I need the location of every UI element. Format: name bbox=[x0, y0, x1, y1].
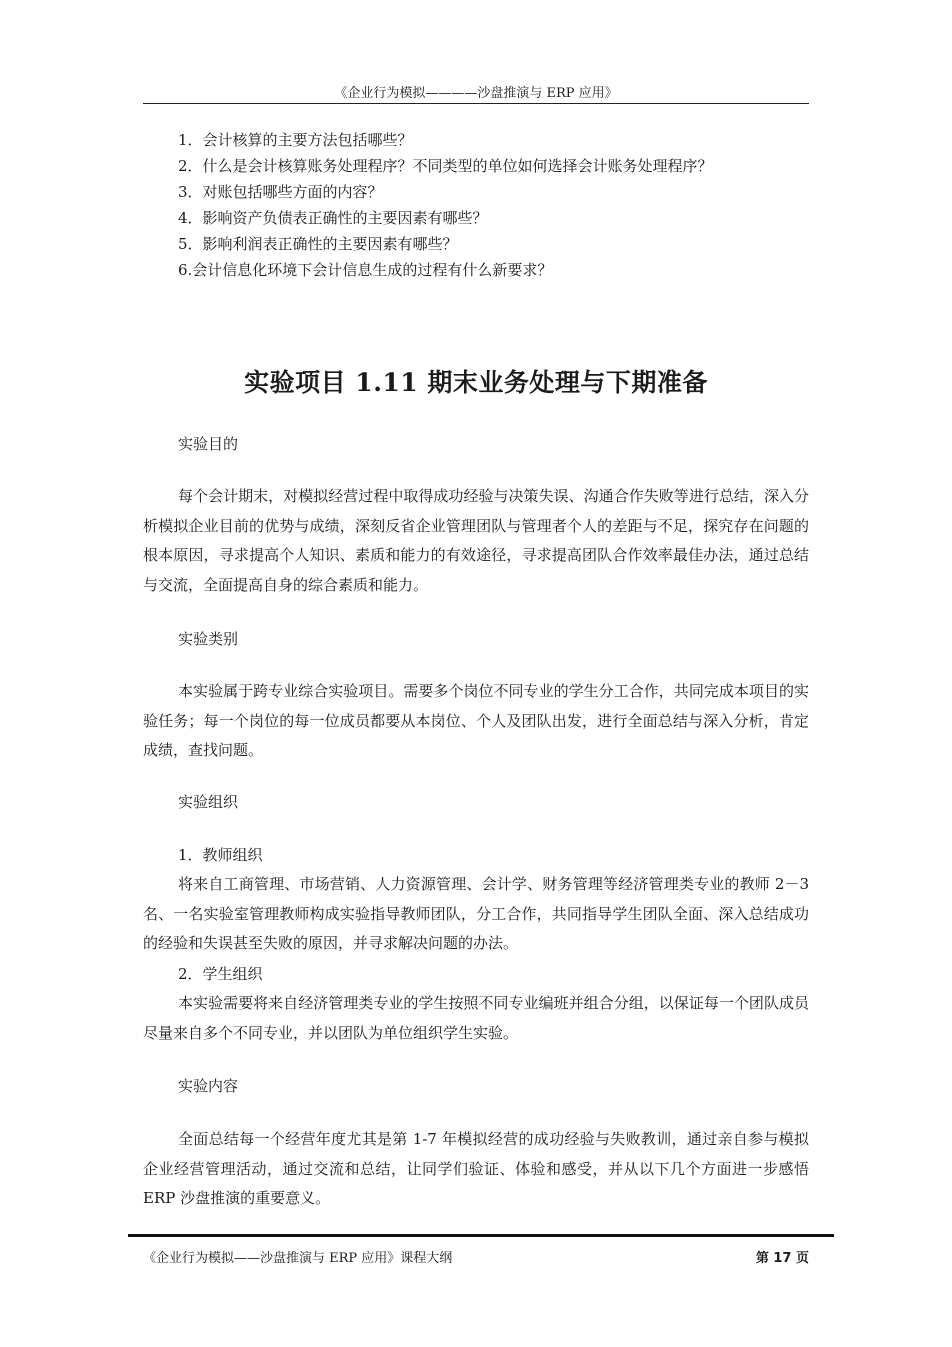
organization-label: 实验组织 bbox=[178, 793, 239, 811]
question-item: 2．什么是会计核算账务处理程序？不同类型的单位如何选择会计账务处理程序？ bbox=[178, 157, 713, 175]
question-item: 1．会计核算的主要方法包括哪些？ bbox=[178, 131, 413, 149]
teacher-org-text: 将来自工商管理、市场营销、人力资源管理、会计学、财务管理等经济管理类专业的教师 2－3 名、一名实验室管理教师构成实验指导教师团队，分工合作，共同指导学生团队全面、深入总结成功的经验和失误甚至失败的原因，并寻求解决问题的办法。 bbox=[143, 875, 809, 952]
student-org-text: 本实验需要将来自经济管理类专业的学生按照不同专业编班并组合分组，以保证每一个团队成员尽量来自多个不同专业，并以团队为单位组织学生实验。 bbox=[143, 994, 809, 1042]
running-header: 《企业行为模拟————沙盘推演与 ERP 应用》 bbox=[334, 86, 618, 101]
question-item: 3．对账包括哪些方面的内容？ bbox=[178, 183, 383, 201]
purpose-text: 每个会计期末，对模拟经营过程中取得成功经验与决策失误、沟通合作失败等进行总结，深入分析模拟企业目前的优势与成绩，深刻反省企业管理团队与管理者个人的差距与不足，探究存在问题的根本原因，寻求提高个人知识、素质和能力的有效途径，寻求提高团队合作效率最佳办法，通过总结与交流，全面提高自身的综合素质和能力。 bbox=[143, 487, 809, 594]
question-item: 6.会计信息化环境下会计信息生成的过程有什么新要求？ bbox=[178, 261, 553, 279]
footer-divider bbox=[128, 1234, 834, 1237]
teacher-org-heading: 1．教师组织 bbox=[178, 846, 263, 864]
footer-course-title: 《企业行为模拟——沙盘推演与 ERP 应用》课程大纲 bbox=[143, 1251, 453, 1266]
content-label: 实验内容 bbox=[178, 1077, 239, 1095]
category-text: 本实验属于跨专业综合实验项目。需要多个岗位不同专业的学生分工合作，共同完成本项目的实验任务；每一个岗位的每一位成员都要从本岗位、个人及团队出发，进行全面总结与深入分析，肯定成绩，查找问题。 bbox=[143, 682, 809, 759]
question-item: 4．影响资产负债表正确性的主要因素有哪些？ bbox=[178, 209, 488, 227]
section-title: 实验项目 1.11 期末业务处理与下期准备 bbox=[244, 368, 708, 397]
content-text: 全面总结每一个经营年度尤其是第 1-7 年模拟经营的成功经验与失败教训，通过亲自参与模拟企业经营管理活动，通过交流和总结，让同学们验证、体验和感受，并从以下几个方面进一步感悟 ERP 沙盘推演的重要意义。 bbox=[143, 1130, 809, 1207]
page-number: 第 17 页 bbox=[755, 1251, 809, 1266]
category-label: 实验类别 bbox=[178, 630, 239, 648]
header-divider bbox=[143, 103, 809, 104]
purpose-label: 实验目的 bbox=[178, 435, 239, 453]
question-item: 5．影响利润表正确性的主要因素有哪些？ bbox=[178, 235, 458, 253]
student-org-heading: 2．学生组织 bbox=[178, 965, 263, 983]
review-question-list bbox=[178, 127, 808, 283]
